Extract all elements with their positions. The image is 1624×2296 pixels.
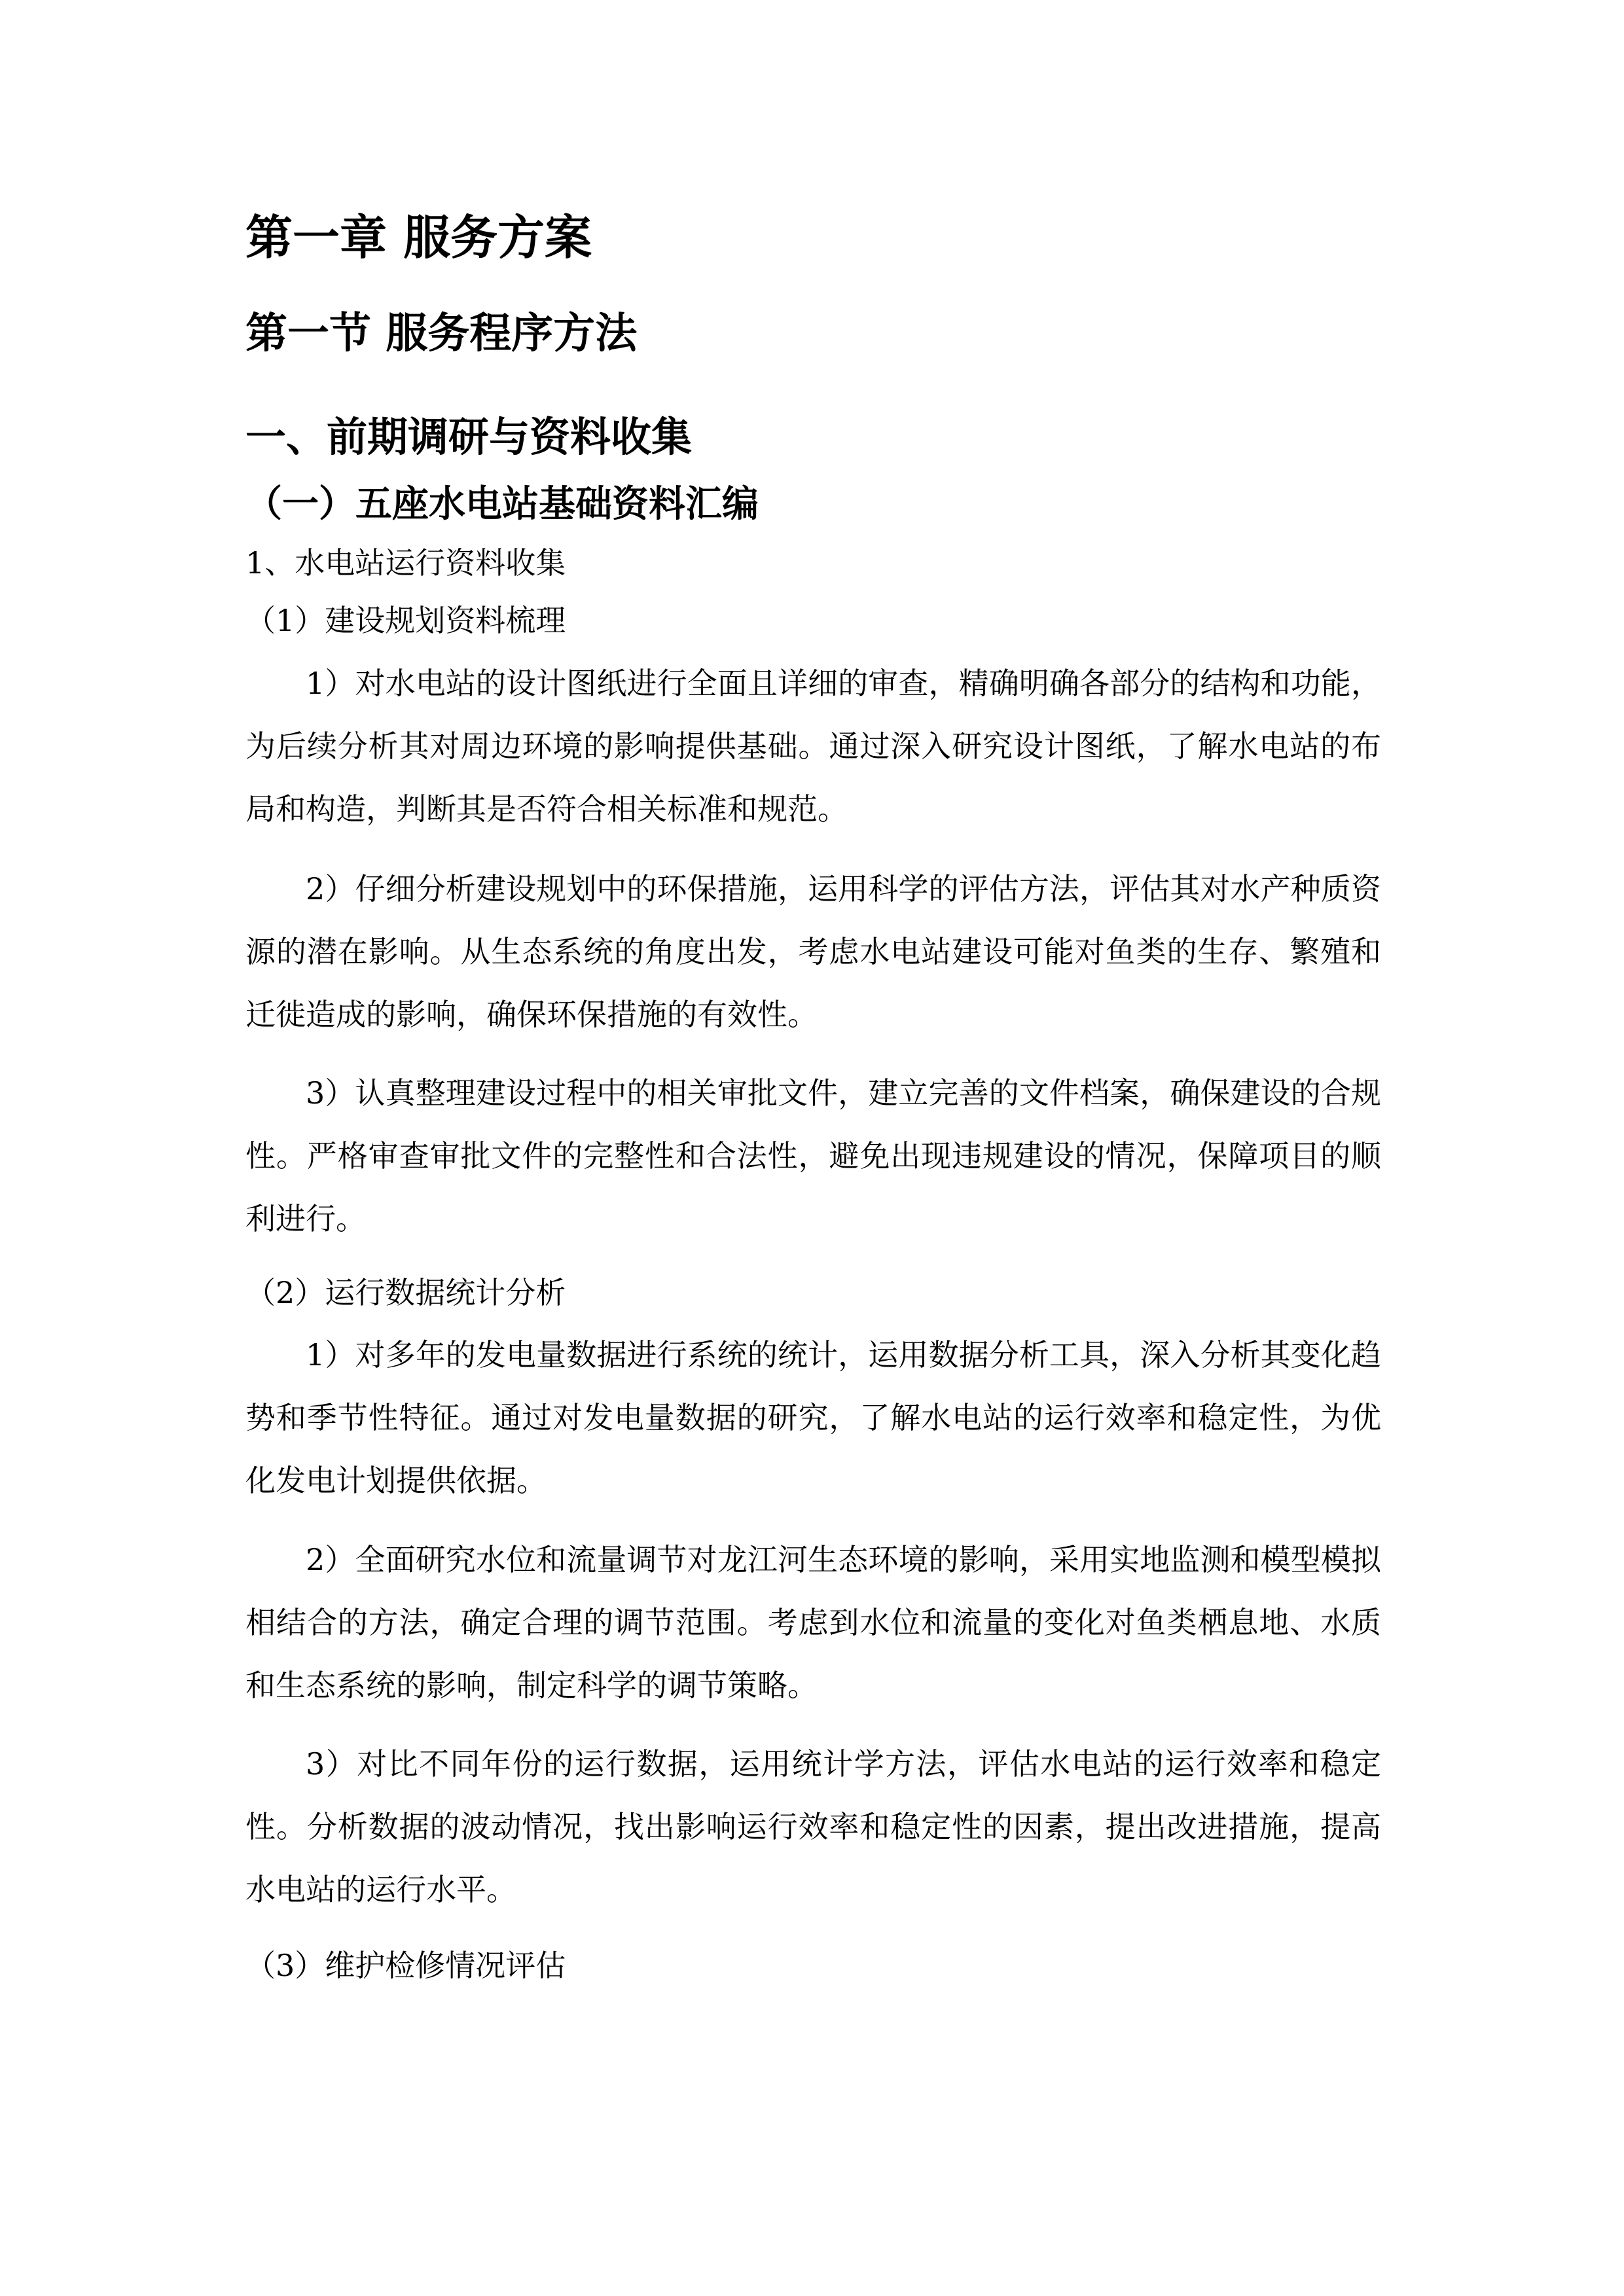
subsubsection-title: （一）五座水电站基础资料汇编 bbox=[245, 482, 759, 526]
subsection-title: 一、前期调研与资料收集 bbox=[245, 413, 693, 461]
block-2-paragraph-2: 2）全面研究水位和流量调节对龙江河生态环境的影响，采用实地监测和模型模拟相结合的方法，确定合理的调节范围。考虑到水位和流量的变化对鱼类栖息地、水质和生态系统的影响，制定科学的调节策略。 bbox=[245, 1542, 1381, 1703]
block-3-label: （3）维护检修情况评估 bbox=[245, 1948, 566, 1983]
item-title: 1、水电站运行资料收集 bbox=[245, 545, 566, 581]
block-1-paragraph-2: 2）仔细分析建设规划中的环保措施，运用科学的评估方法，评估其对水产种质资源的潜在影响。从生态系统的角度出发，考虑水电站建设可能对鱼类的生存、繁殖和迁徙造成的影响，确保环保措施的有效性。 bbox=[245, 871, 1381, 1032]
block-2-paragraph-1: 1）对多年的发电量数据进行系统的统计，运用数据分析工具，深入分析其变化趋势和季节性特征。通过对发电量数据的研究，了解水电站的运行效率和稳定性，为优化发电计划提供依据。 bbox=[245, 1337, 1381, 1498]
block-1-paragraph-3: 3）认真整理建设过程中的相关审批文件，建立完善的文件档案，确保建设的合规性。严格审查审批文件的完整性和合法性，避免出现违规建设的情况，保障项目的顺利进行。 bbox=[245, 1075, 1381, 1236]
section-title: 第一节 服务程序方法 bbox=[245, 310, 638, 358]
block-2-label: （2）运行数据统计分析 bbox=[245, 1275, 566, 1310]
block-2-paragraph-3: 3）对比不同年份的运行数据，运用统计学方法，评估水电站的运行效率和稳定性。分析数据的波动情况，找出影响运行效率和稳定性的因素，提出改进措施，提高水电站的运行水平。 bbox=[245, 1746, 1381, 1907]
chapter-title: 第一章 服务方案 bbox=[245, 210, 592, 265]
block-1-label: （1）建设规划资料梳理 bbox=[245, 603, 566, 638]
block-1-paragraph-1: 1）对水电站的设计图纸进行全面且详细的审查，精确明确各部分的结构和功能，为后续分析其对周边环境的影响提供基础。通过深入研究设计图纸，了解水电站的布局和构造，判断其是否符合相关标准和规范。 bbox=[245, 666, 1381, 827]
